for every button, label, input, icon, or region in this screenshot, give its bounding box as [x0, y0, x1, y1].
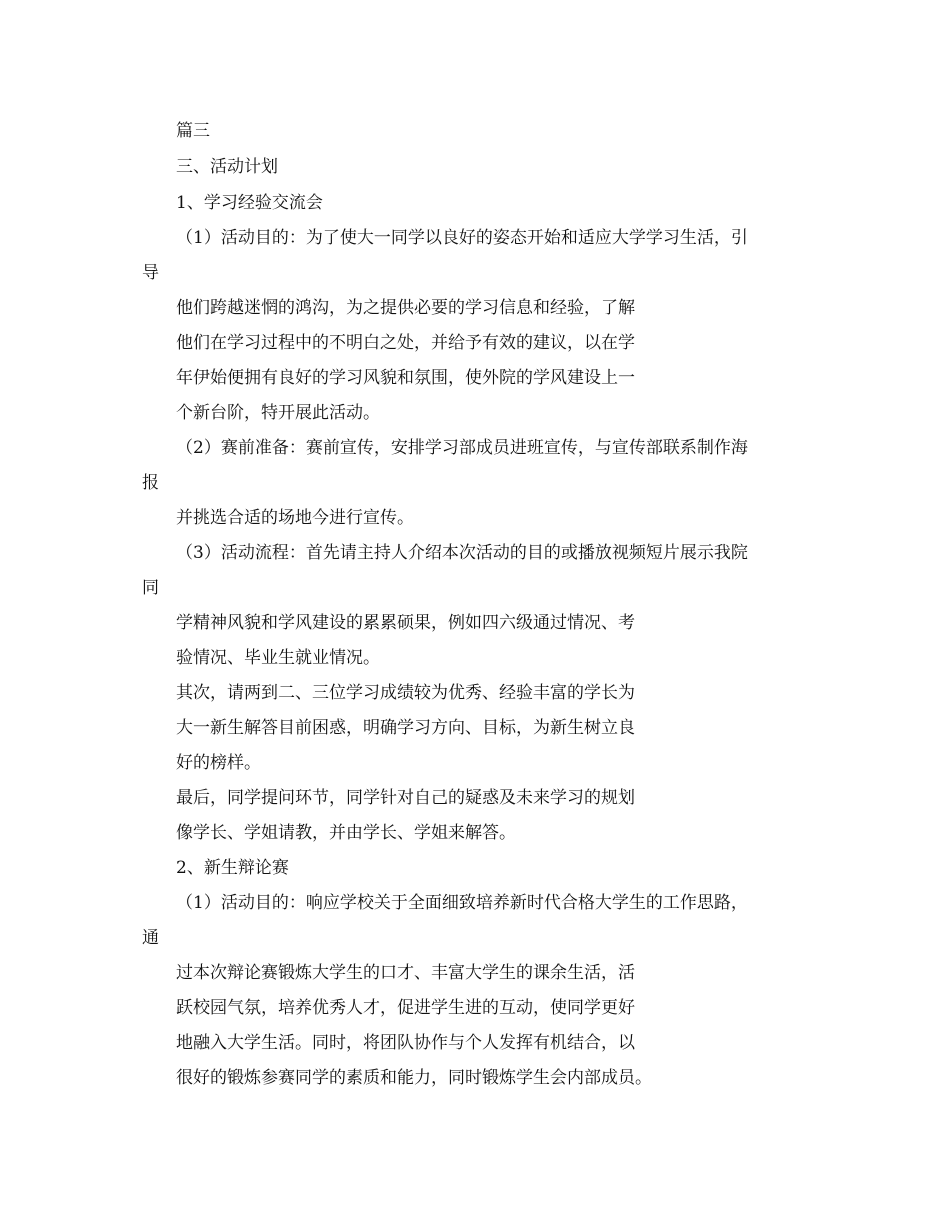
paragraph-line: 跃校园气氛，培养优秀人才，促进学生进的互动，使同学更好 [176, 998, 635, 1018]
paragraph-line: 地融入大学生活。同时，将团队协作与个人发挥有机结合，以 [176, 1033, 635, 1053]
paragraph-line: 其次，请两到二、三位学习成绩较为优秀、经验丰富的学长为 [176, 683, 635, 703]
paragraph-line: （1）活动目的：为了使大一同学以良好的姿态开始和适应大学学习生活，引 [176, 228, 748, 248]
paragraph-line: 他们跨越迷惘的鸿沟，为之提供必要的学习信息和经验，了解 [176, 298, 635, 318]
paragraph-line: 好的榜样。 [176, 753, 261, 773]
heading-debate: 2、新生辩论赛 [176, 858, 289, 878]
paragraph-line: 同 [142, 578, 159, 598]
paragraph-line: 他们在学习过程中的不明白之处，并给予有效的建议，以在学 [176, 333, 635, 353]
paragraph-line: 通 [142, 928, 159, 948]
paragraph-line: 大一新生解答目前困惑，明确学习方向、目标，为新生树立良 [176, 718, 635, 738]
heading-study-exchange: 1、学习经验交流会 [176, 193, 323, 213]
paragraph-line: 很好的锻炼参赛同学的素质和能力，同时锻炼学生会内部成员。 [176, 1068, 652, 1088]
paragraph-line: （2）赛前准备：赛前宣传，安排学习部成员进班宣传，与宣传部联系制作海 [176, 438, 748, 458]
paragraph-line: 年伊始便拥有良好的学习风貌和氛围，使外院的学风建设上一 [176, 368, 635, 388]
paragraph-line: （1）活动目的：响应学校关于全面细致培养新时代合格大学生的工作思路， [176, 893, 748, 913]
paragraph-line: （3）活动流程：首先请主持人介绍本次活动的目的或播放视频短片展示我院 [176, 543, 748, 563]
paragraph-line: 过本次辩论赛锻炼大学生的口才、丰富大学生的课余生活，活 [176, 963, 635, 983]
paragraph-line: 最后，同学提问环节，同学针对自己的疑惑及未来学习的规划 [176, 788, 635, 808]
section-title: 篇三 [176, 121, 210, 141]
paragraph-line: 像学长、学姐请教，并由学长、学姐来解答。 [176, 823, 516, 843]
paragraph-line: 学精神风貌和学风建设的累累硕果，例如四六级通过情况、考 [176, 613, 635, 633]
heading-activity-plan: 三、活动计划 [176, 157, 278, 177]
paragraph-line: 验情况、毕业生就业情况。 [176, 648, 380, 668]
paragraph-line: 个新台阶，特开展此活动。 [176, 403, 380, 423]
paragraph-line: 并挑选合适的场地今进行宣传。 [176, 508, 414, 528]
paragraph-line: 报 [142, 473, 159, 493]
paragraph-line: 导 [142, 263, 159, 283]
